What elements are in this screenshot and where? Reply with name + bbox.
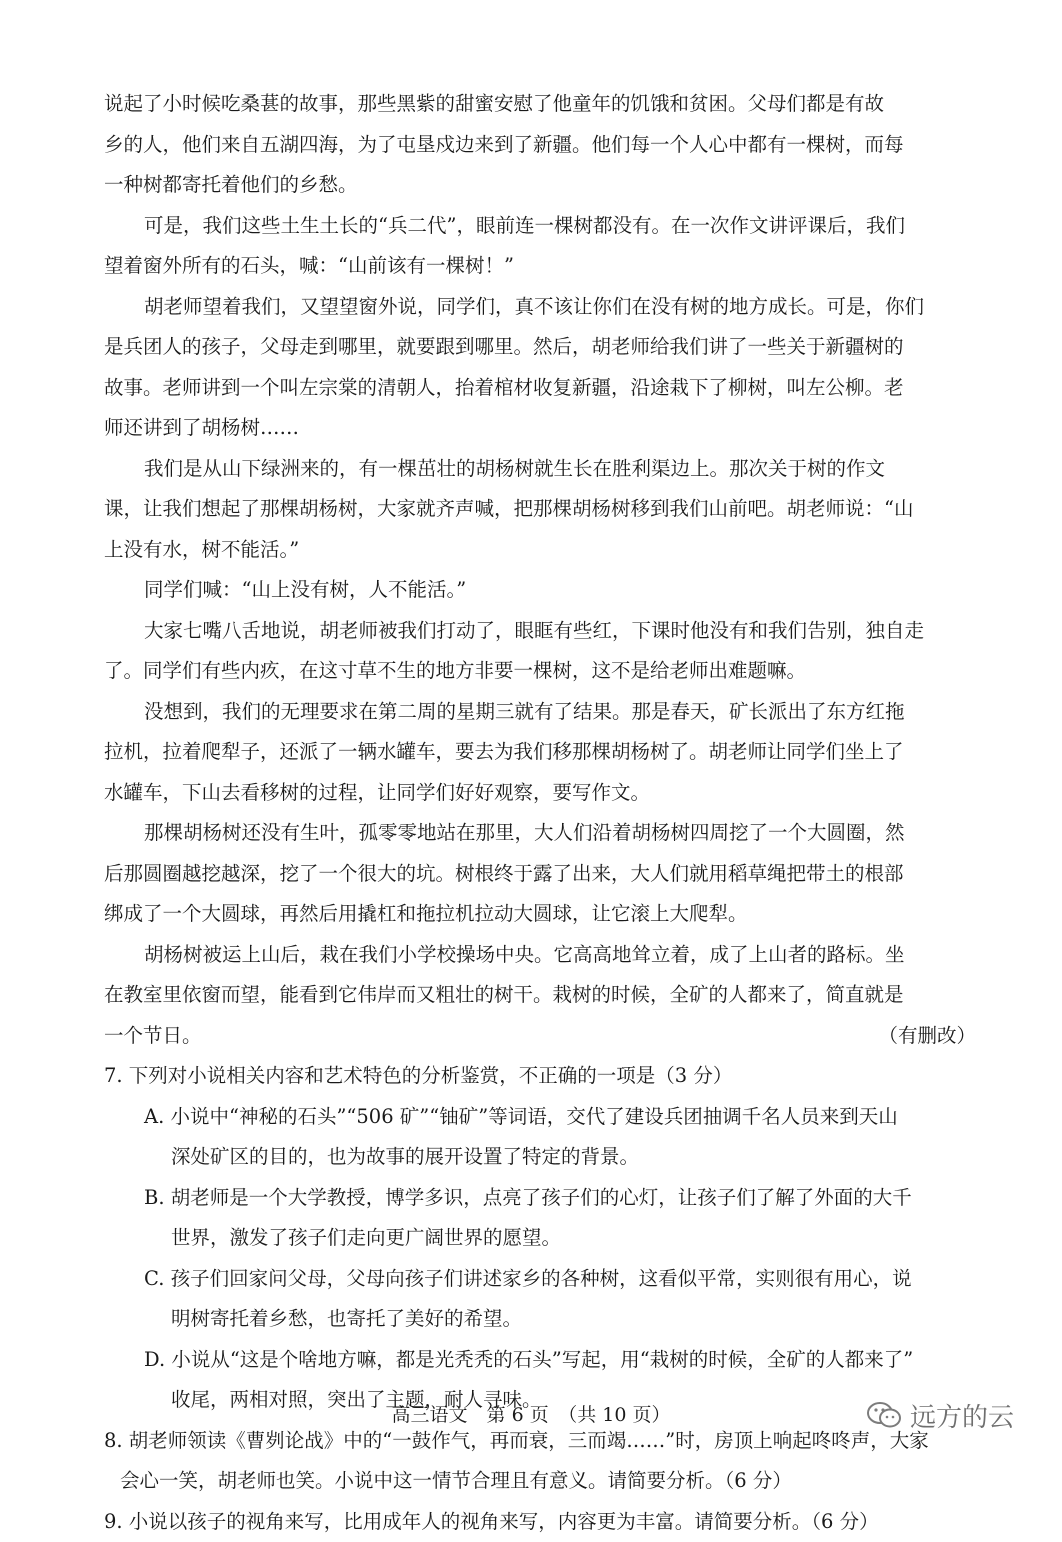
option-d-line2: 收尾，两相对照，突出了主题，耐人寻味。 [104,1380,978,1421]
story-line: 那棵胡杨树还没有生叶，孤零零地站在那里，大人们沿着胡杨树四周挖了一个大圆圈，然 [104,813,978,854]
option-b-line1: B. 胡老师是一个大学教授，博学多识，点亮了孩子们的心灯，让孩子们了解了外面的大千 [104,1178,978,1219]
story-line: 望着窗外所有的石头，喊：“山前该有一棵树！” [104,246,978,287]
story-line: 后那圆圈越挖越深，挖了一个很大的坑。树根终于露了出来，大人们就用稻草绳把带土的根部 [104,854,978,895]
question-8-line1: 8. 胡老师领读《曹刿论战》中的“一鼓作气，再而衰，三而竭……”时，房顶上响起咚咚声，大家 [104,1421,978,1462]
question-9-line1: 9. 小说以孩子的视角来写，比用成年人的视角来写，内容更为丰富。请简要分析。（6 分） [104,1502,978,1542]
story-last-text: 一个节日。 [104,1016,202,1057]
story-line: 拉机，拉着爬犁子，还派了一辆水罐车，要去为我们移那棵胡杨树了。胡老师让同学们坐上了 [104,732,978,773]
question-9 [104,1502,978,1542]
story-line: 上没有水，树不能活。” [104,530,978,571]
story-line: 说起了小时候吃桑葚的故事，那些黑紫的甜蜜安慰了他童年的饥饿和贫困。父母们都是有故 [104,84,978,125]
question-7 [104,1056,978,1421]
option-a-line2: 深处矿区的目的，也为故事的展开设置了特定的背景。 [104,1137,978,1178]
story-line: 同学们喊：“山上没有树，人不能活。” [104,570,978,611]
story-line: 大家七嘴八舌地说，胡老师被我们打动了，眼眶有些红，下课时他没有和我们告别，独自走 [104,611,978,652]
story-line: 故事。老师讲到一个叫左宗棠的清朝人，抬着棺材收复新疆，沿途栽下了柳树，叫左公柳。老 [104,368,978,409]
story-line: 我们是从山下绿洲来的，有一棵茁壮的胡杨树就生长在胜利渠边上。那次关于树的作文 [104,449,978,490]
wechat-icon [866,1400,902,1430]
watermark [866,1391,1014,1439]
story-line: 没想到，我们的无理要求在第二周的星期三就有了结果。那是春天，矿长派出了东方红拖 [104,692,978,733]
story-line: 胡老师望着我们，又望望窗外说，同学们，真不该让你们在没有树的地方成长。可是，你们 [104,287,978,328]
question-8 [104,1421,978,1502]
watermark-text: 远方的云 [910,1397,1014,1434]
story-text [104,84,978,1016]
story-line: 绑成了一个大圆球，再然后用撬杠和拖拉机拉动大圆球，让它滚上大爬犁。 [104,894,978,935]
option-b-line2: 世界，激发了孩子们走向更广阔世界的愿望。 [104,1218,978,1259]
exam-page [104,84,978,1542]
story-line: 胡杨树被运上山后，栽在我们小学校操场中央。它高高地耸立着，成了上山者的路标。坐 [104,935,978,976]
option-c-line1: C. 孩子们回家问父母，父母向孩子们讲述家乡的各种树，这看似平常，实则很有用心，说 [104,1259,978,1300]
question-8-line2: 会心一笑，胡老师也笑。小说中这一情节合理且有意义。请简要分析。（6 分） [104,1461,978,1502]
story-line: 水罐车，下山去看移树的过程，让同学们好好观察，要写作文。 [104,773,978,814]
story-line: 课，让我们想起了那棵胡杨树，大家就齐声喊，把那棵胡杨树移到我们山前吧。胡老师说：“山 [104,489,978,530]
story-line: 师还讲到了胡杨树…… [104,408,978,449]
story-line: 乡的人，他们来自五湖四海，为了屯垦戍边来到了新疆。他们每一个人心中都有一棵树，而每 [104,125,978,166]
question-7-stem: 7. 下列对小说相关内容和艺术特色的分析鉴赏，不正确的一项是（3 分） [104,1056,978,1097]
option-d-line1: D. 小说从“这是个啥地方嘛，都是光秃秃的石头”写起，用“栽树的时候，全矿的人都来了” [104,1340,978,1381]
option-a-line1: A. 小说中“神秘的石头”“506 矿”“铀矿”等词语，交代了建设兵团抽调千名人员来到天山 [104,1097,978,1138]
story-line: 在教室里依窗而望，能看到它伟岸而又粗壮的树干。栽树的时候，全矿的人都来了，简直就是 [104,975,978,1016]
story-line: 是兵团人的孩子，父母走到哪里，就要跟到哪里。然后，胡老师给我们讲了一些关于新疆树的 [104,327,978,368]
story-line: 了。同学们有些内疚，在这寸草不生的地方非要一棵树，这不是给老师出难题嘛。 [104,651,978,692]
source-note: （有删改） [878,1016,978,1057]
page-footer: 高三语文 第 6 页 （共 10 页） [0,1400,1062,1430]
story-line: 可是，我们这些土生土长的“兵二代”，眼前连一棵树都没有。在一次作文讲评课后，我们 [104,206,978,247]
option-c-line2: 明树寄托着乡愁，也寄托了美好的希望。 [104,1299,978,1340]
story-last-line [104,1016,978,1057]
story-line: 一种树都寄托着他们的乡愁。 [104,165,978,206]
